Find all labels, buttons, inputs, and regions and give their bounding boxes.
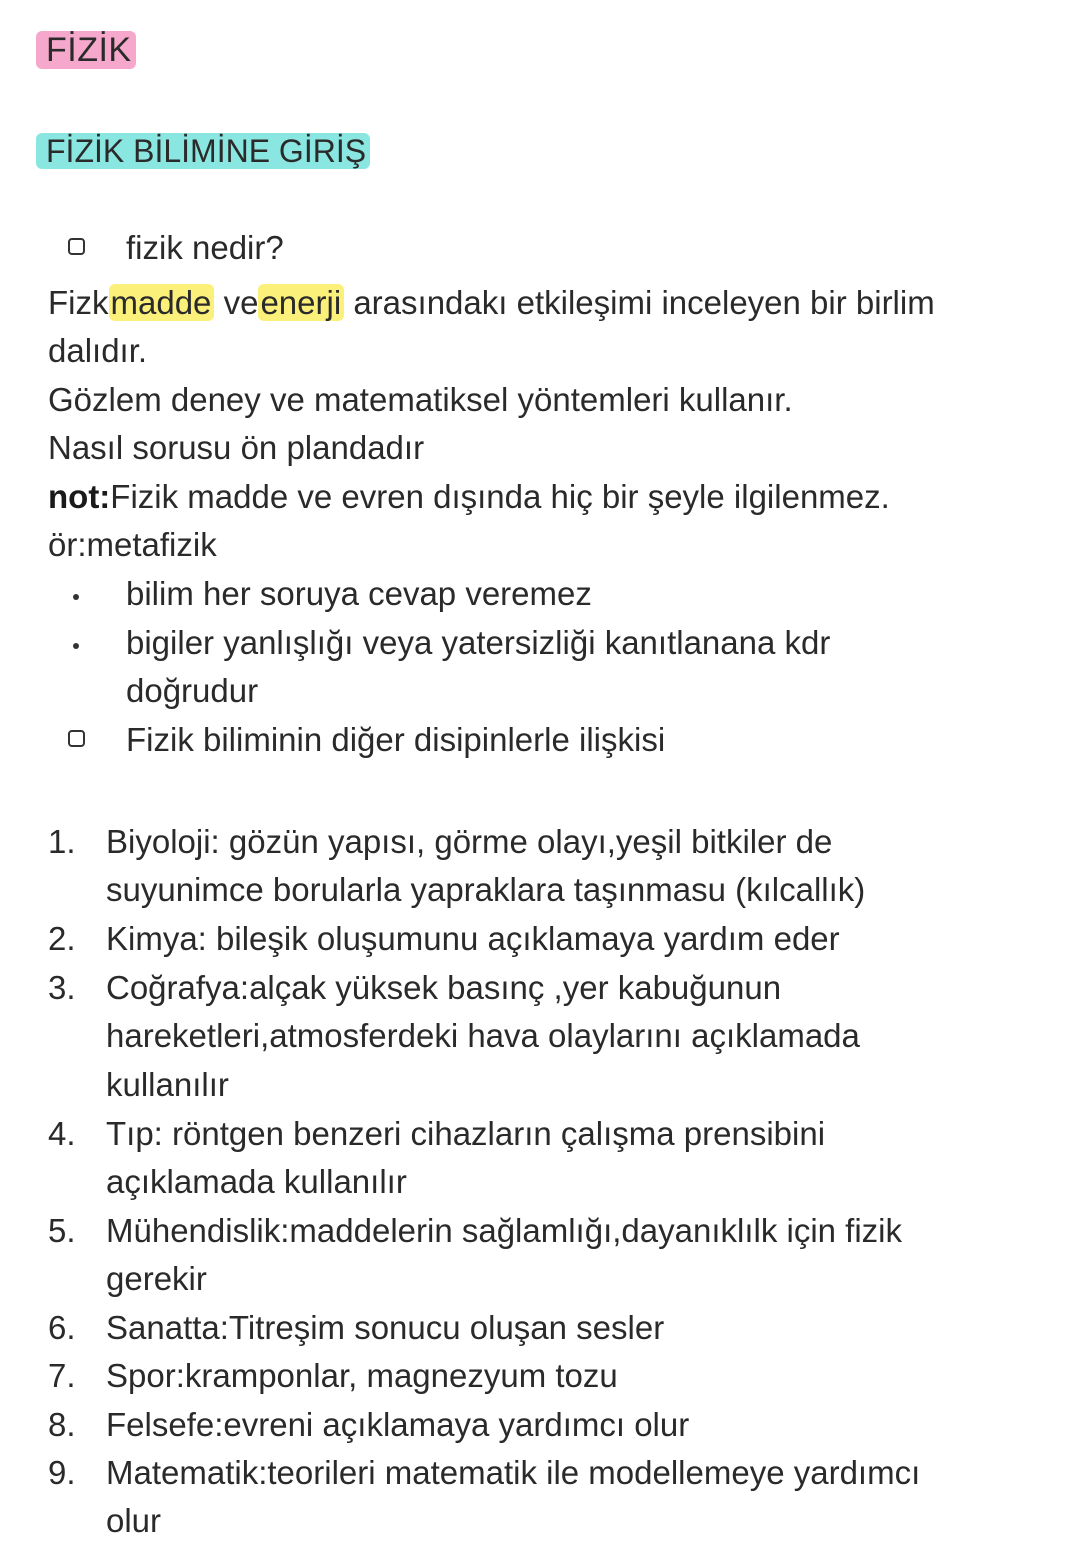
highlight-madde: madde xyxy=(109,284,215,321)
bullet-dot xyxy=(73,594,79,600)
note-text: Fizik madde ve evren dışında hiç bir şeyle ilgilenmez. xyxy=(110,478,890,515)
bullet-item-continued: doğrudur xyxy=(126,672,259,709)
list-item-continued: hareketleri,atmosferdeki hava olaylarını açıklamada xyxy=(106,1017,860,1054)
definition-line-2: dalıdır. xyxy=(48,332,148,369)
definition-line xyxy=(48,279,935,327)
bullet-item: bigiler yanlışlığı veya yatersizliği kanıtlanana kdr xyxy=(126,624,831,661)
checkbox-label-disiplinler: Fizik biliminin diğer disipinlerle ilişkisi xyxy=(126,721,666,758)
list-item: Kimya: bileşik oluşumunu açıklamaya yardım eder xyxy=(106,920,840,957)
methods-line: Gözlem deney ve matematiksel yöntemleri kullanır. xyxy=(48,381,793,418)
list-number: 9. xyxy=(48,1454,76,1491)
list-item: Sanatta:Titreşim sonucu oluşan sesler xyxy=(106,1309,665,1346)
bullet-dot xyxy=(73,643,79,649)
list-item: Tıp: röntgen benzeri cihazların çalışma prensibini xyxy=(106,1115,826,1152)
subtitle-highlight: FİZİK BİLİMİNE GİRİŞ xyxy=(36,133,370,169)
bullet-item: bilim her soruya cevap veremez xyxy=(126,575,592,612)
list-number: 5. xyxy=(48,1212,76,1249)
checkbox-label-fizik-nedir: fizik nedir? xyxy=(126,229,284,266)
title-highlight: FİZİK xyxy=(36,31,136,69)
list-item-continued: olur xyxy=(106,1502,162,1539)
note-line xyxy=(48,473,890,521)
definition-text-1: Fizk xyxy=(48,284,109,321)
list-item: Mühendislik:maddelerin sağlamlığı,dayanıklılk için fizik xyxy=(106,1212,903,1249)
checkbox-fizik-nedir[interactable] xyxy=(68,238,85,255)
list-item-continued: suyunimce borularla yapraklara taşınmasu (kılcallık) xyxy=(106,871,866,908)
definition-text-3: arasındakı etkileşimi inceleyen bir birlim xyxy=(353,284,935,321)
list-number: 4. xyxy=(48,1115,76,1152)
list-item: Spor:kramponlar, magnezyum tozu xyxy=(106,1357,618,1394)
list-number: 3. xyxy=(48,969,76,1006)
list-number: 7. xyxy=(48,1357,76,1394)
list-item: Coğrafya:alçak yüksek basınç ,yer kabuğunun xyxy=(106,969,782,1006)
list-item-continued: kullanılır xyxy=(106,1066,229,1103)
list-number: 8. xyxy=(48,1406,76,1443)
example-line: ör:metafizik xyxy=(48,526,217,563)
checkbox-disiplinler[interactable] xyxy=(68,730,85,747)
page-title xyxy=(36,28,136,72)
highlight-enerji: enerji xyxy=(258,284,344,321)
list-number: 2. xyxy=(48,920,76,957)
list-item: Felsefe:evreni açıklamaya yardımcı olur xyxy=(106,1406,690,1443)
list-number: 1. xyxy=(48,823,76,860)
definition-text-2: ve xyxy=(223,284,259,321)
list-item: Biyoloji: gözün yapısı, görme olayı,yeşil bitkiler de xyxy=(106,823,833,860)
question-line: Nasıl sorusu ön plandadır xyxy=(48,429,425,466)
list-number: 6. xyxy=(48,1309,76,1346)
section-heading xyxy=(36,129,370,173)
list-item-continued: açıklamada kullanılır xyxy=(106,1163,407,1200)
list-item: Matematik:teorileri matematik ile modellemeye yardımcı xyxy=(106,1454,921,1491)
note-label: not: xyxy=(48,478,111,515)
list-item-continued: gerekir xyxy=(106,1260,207,1297)
